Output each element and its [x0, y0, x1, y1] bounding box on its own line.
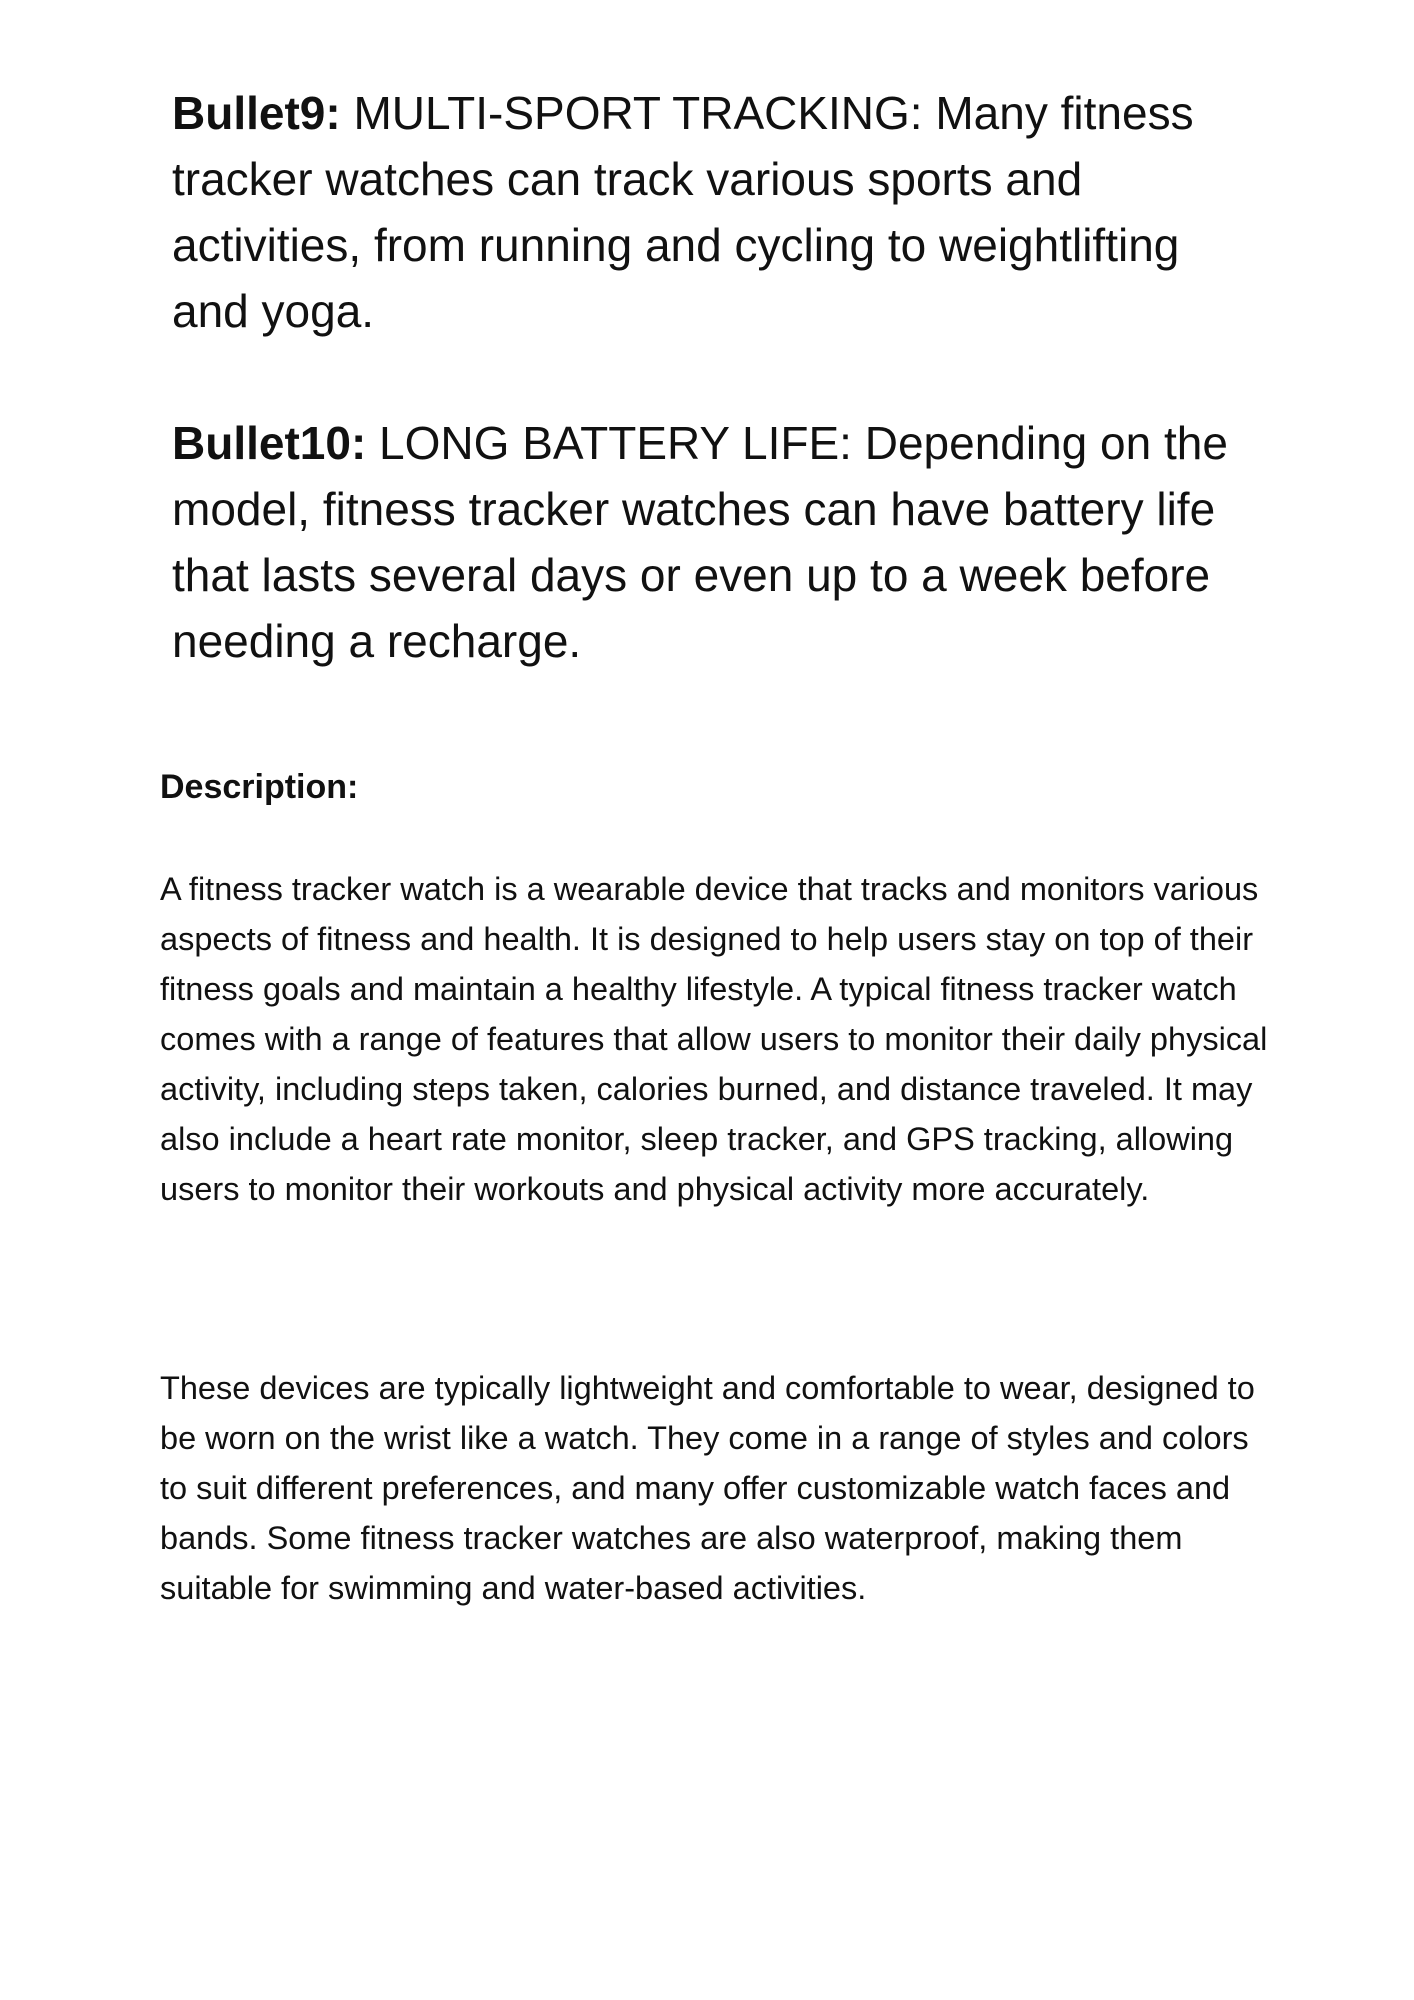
- description-paragraph: A fitness tracker watch is a wearable device that tracks and monitors various aspects of fitness and health. It is designed to help users stay on top of their fitness goals and maintain a healthy lifestyle. A typical fitness tracker watch comes with a range of features that allow users to monitor their daily physical activity, including steps taken, calories burned, and distance traveled. It may also include a heart rate monitor, sleep tracker, and GPS tracking, allowing users to monitor their workouts and physical activity more accurately.: [160, 871, 1268, 1207]
- description-paragraph: These devices are typically lightweight and comfortable to wear, designed to be worn on the wrist like a watch. They come in a range of styles and colors to suit different preferences, and many offer customizable watch faces and bands. Some fitness tracker watches are also waterproof, making them suitable for swimming and water-based activities.: [160, 1370, 1255, 1606]
- bullet-text: LONG BATTERY LIFE: Depending on the model, fitness tracker watches can have battery life that lasts several days or even up to a week before needing a recharge.: [172, 417, 1228, 667]
- bullet-label: Bullet10:: [172, 417, 367, 469]
- description-heading: Description:: [160, 768, 359, 806]
- bullet-long-battery-life: [172, 410, 1232, 674]
- bullet-label: Bullet9:: [172, 87, 341, 139]
- bullet-text: MULTI-SPORT TRACKING: Many fitness tracker watches can track various sports and activities, from running and cycling to weightlifting and yoga.: [172, 87, 1194, 337]
- bullet-multi-sport-tracking: [172, 80, 1232, 344]
